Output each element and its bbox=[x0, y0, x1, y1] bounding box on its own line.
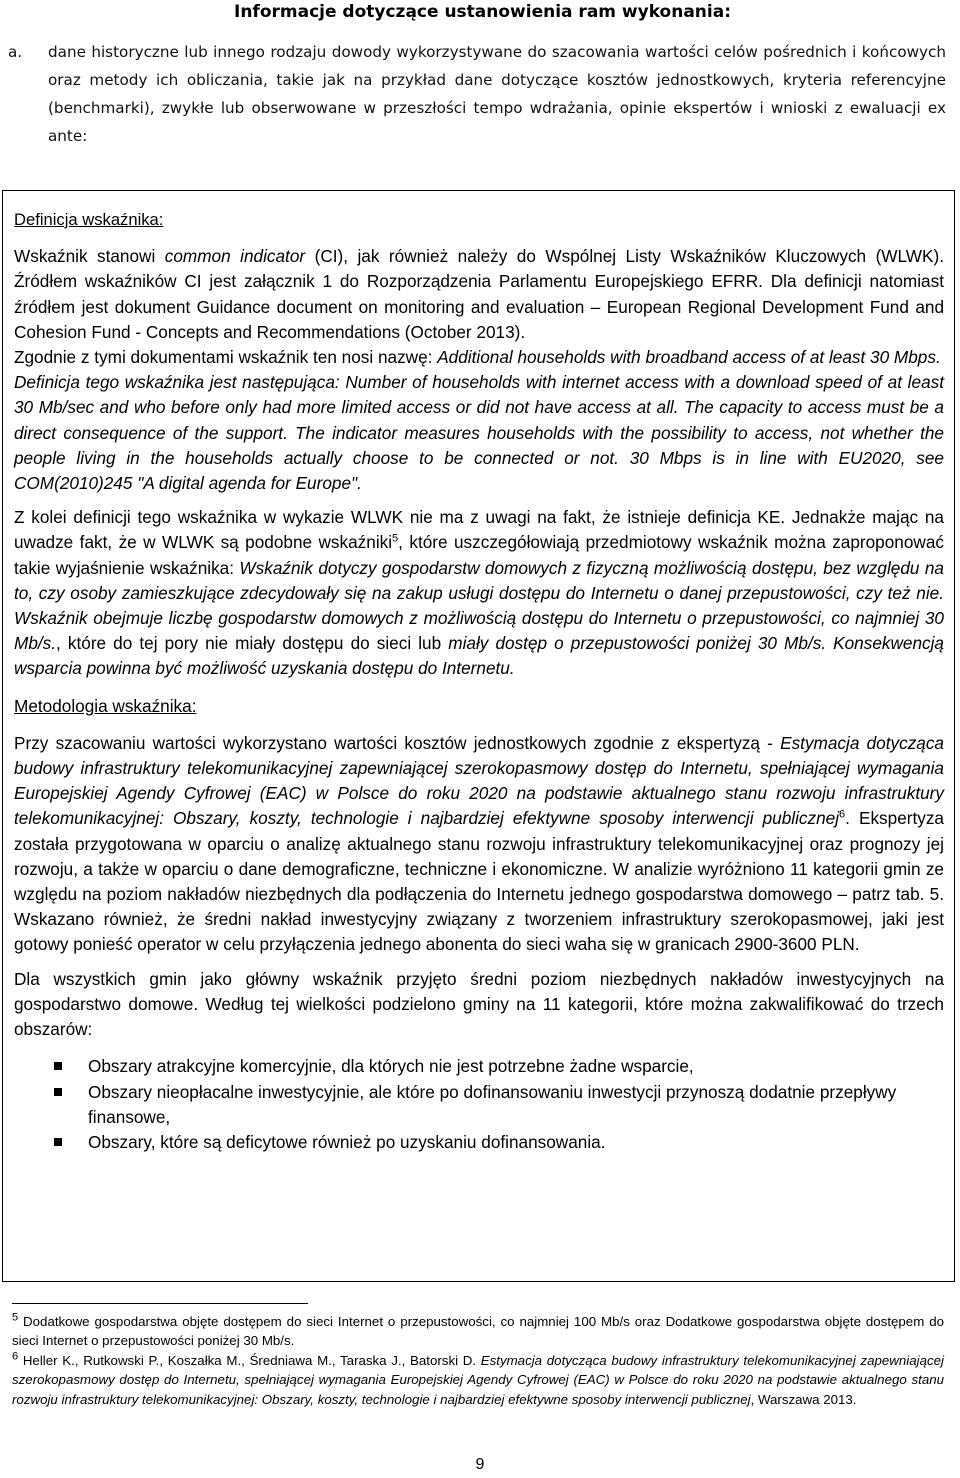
bullet-item bbox=[14, 1054, 944, 1079]
text-run: , które uszczegółowiają przedmiotowy wskaźnik można zaproponować takie wyjaśnienie wskaźnika: bbox=[14, 532, 944, 578]
bullet-item bbox=[14, 1130, 944, 1155]
content-box bbox=[2, 190, 955, 1282]
footnote-separator bbox=[12, 1303, 308, 1304]
text-run-italic: Estymacja dotycząca budowy infrastruktury telekomunikacyjnej zapewniającej szerokopasmowy dostęp do Internetu, spełniającej wymagania Europejskiej Agendy Cyfrowej (EAC) w Polsce do roku 2020 na podstawie aktualnego stanu rozwoju infrastruktury telekomunikacyjnej: Obszary, koszty, technologie i najbardziej efektywne sposoby interwencji publicznej bbox=[14, 732, 944, 829]
text-run-italic: Definicja tego wskaźnika jest następująca: Number of households with internet access with a download speed of at least 30 Mb/sec and who before only had more limited access or did not have access at all. The capacity to access must be a direct consequence of the support. The indicator measures households with the possibility to access, not whether the people living in the households actually choose to be connected or not. 30 Mbps is in line with EU2020, see COM(2010)245 "A digital agenda for Europe". bbox=[14, 372, 944, 494]
footnote-text: Heller K., Rutkowski P., Koszałka M., Średniawa M., Taraska J., Batorski D. bbox=[18, 1352, 481, 1368]
text-run-italic: Wskaźnik dotyczy gospodarstw domowych z fizyczną możliwością dostępu, bez względu na to, czy osoby zamieszkujące zdecydowały się na zakup usługi dostępu do Internetu o danej przepustowości, czy też nie. Wskaźnik obejmuje liczbę gospodarstw domowych z możliwością dostępu do Internetu o przepustowości, co najmniej 30 Mb/s. bbox=[14, 557, 944, 654]
page-number: 9 bbox=[475, 1456, 485, 1473]
methodology-paragraph-2: Dla wszystkich gmin jako główny wskaźnik przyjęto średni poziom niezbędnych nakładów inwestycyjnych na gospodarstwo domowe. Według tej wielkości podzielono gminy na 11 kategorii, które można zakwalifikować do trzech obszarów: bbox=[14, 968, 944, 1040]
footnote-6 bbox=[12, 1351, 944, 1409]
text-run: Zgodnie z tymi dokumentami wskaźnik ten nosi nazwę: bbox=[14, 347, 438, 368]
definition-label: Definicja wskaźnika: bbox=[14, 210, 164, 229]
definition-paragraph-3 bbox=[14, 370, 944, 496]
text-run-italic: Additional households with broadband access of at least 30 Mbps. bbox=[437, 347, 941, 368]
footnote-number: 6 bbox=[12, 1350, 19, 1363]
bullet-text: Obszary nieopłacalne inwestycyjnie, ale które po dofinansowaniu inwestycji przynoszą dodatnie przepływy finansowe, bbox=[88, 1081, 897, 1127]
square-bullet-icon bbox=[54, 1088, 62, 1096]
square-bullet-icon bbox=[54, 1062, 62, 1070]
text-run: Z kolei definicji tego wskaźnika w wykazie WLWK nie ma z uwagi na fakt, że istnieje definicja KE. Jednakże mając na uwadze fakt, że w WLWK są podobne wskaźniki bbox=[14, 507, 944, 553]
text-run: (CI), jak również należy do Wspólnej Listy Wskaźników Kluczowych (WLWK). Źródłem wskaźników CI jest załącznik 1 do Rozporządzenia Parlamentu Europejskiego EFRR. Dla definicji natomiast źródłem jest dokument Guidance document on monitoring and evaluation – European Regional Development Fund and Cohesion Fund - Concepts and Recommendations (October 2013). bbox=[14, 246, 944, 342]
square-bullet-icon bbox=[54, 1138, 62, 1146]
footnote-5 bbox=[12, 1312, 944, 1351]
definition-paragraph-2 bbox=[14, 345, 944, 370]
footnote-number: 5 bbox=[12, 1311, 19, 1324]
list-item-text: dane historyczne lub innego rodzaju dowody wykorzystywane do szacowania wartości celów pośrednich i końcowych oraz metody ich obliczania, takie jak na przykład dane dotyczące kosztów jednostkowych, kryteria referencyjne (benchmarki), zwykłe lub obserwowane w przeszłości tempo wdrażania, opinie ekspertów i wnioski z ewaluacji ex ante: bbox=[48, 43, 946, 145]
text-run: Wskaźnik stanowi bbox=[14, 246, 165, 267]
bullet-text: Obszary, które są deficytowe również po uzyskaniu dofinansowania. bbox=[88, 1131, 606, 1152]
content-box-inner bbox=[14, 207, 944, 1155]
text-run-italic: common indicator bbox=[164, 246, 306, 267]
definition-paragraph-1 bbox=[14, 244, 944, 345]
list-marker: a. bbox=[8, 43, 23, 61]
text-run-italic: miały dostęp o przepustowości poniżej 30 Mb/s. Konsekwencją wsparcia powinna być możliwość uzyskania dostępu do Internetu. bbox=[14, 633, 944, 679]
text-run: , które do tej pory nie miały dostępu do sieci lub bbox=[56, 633, 449, 654]
footnote-text-italic: Estymacja dotycząca budowy infrastruktury telekomunikacyjnej zapewniającej szerokopasmowy dostęp do Internetu, spełniającej wymagania Europejskiej Agendy Cyfrowej (EAC) w Polsce do roku 2020 na podstawie aktualnego stanu rozwoju infrastruktury telekomunikacyjnej: Obszary, koszty, technologie i najbardziej efektywne sposoby interwencji publicznej bbox=[12, 1352, 944, 1407]
list-item-a bbox=[0, 38, 960, 150]
definition-paragraph-4 bbox=[14, 505, 944, 681]
footnote-ref-5[interactable]: 5 bbox=[392, 532, 399, 545]
footnote-ref-6[interactable]: 6 bbox=[839, 808, 846, 821]
methodology-label: Metodologia wskaźnika: bbox=[14, 695, 197, 716]
footnotes bbox=[12, 1312, 944, 1409]
text-run: . Ekspertyza została przygotowana w oparciu o analizę aktualnego stanu rozwoju infrastruktury telekomunikacyjnej oraz prognozy jej rozwoju, a także w oparciu o dane demograficzne, techniczne i ekonomiczne. W analizie wyróżniono 11 kategorii gmin ze względu na poziom nakładów niezbędnych dla podłączenia do Internetu jednego gospodarstwa domowego – patrz tab. 5. Wskazano również, że średni nakład inwestycyjny związany z tworzeniem infrastruktury szerokopasmowej, jaki jest gotowy ponieść operator w celu przyłączenia jednego abonenta do sieci waha się w granicach 2900-3600 PLN. bbox=[14, 808, 944, 955]
bullet-text: Obszary atrakcyjne komercyjnie, dla których nie jest potrzebne żadne wsparcie, bbox=[88, 1056, 694, 1077]
footnote-text: , Warszawa 2013. bbox=[750, 1391, 857, 1407]
text-run: Przy szacowaniu wartości wykorzystano wartości kosztów jednostkowych zgodnie z ekspertyzą - bbox=[14, 732, 781, 753]
bullet-item bbox=[14, 1080, 944, 1130]
methodology-paragraph-1 bbox=[14, 731, 944, 958]
footnote-text: Dodatkowe gospodarstwa objęte dostępem do sieci Internet o przepustowości, co najmniej 100 Mb/s oraz Dodatkowe gospodarstwa objęte dostępem do sieci Internet o przepustowości poniżej 30 Mb/s. bbox=[12, 1314, 944, 1349]
section-heading: Informacje dotyczące ustanowienia ram wykonania: bbox=[234, 2, 732, 22]
bullet-list bbox=[14, 1054, 944, 1155]
